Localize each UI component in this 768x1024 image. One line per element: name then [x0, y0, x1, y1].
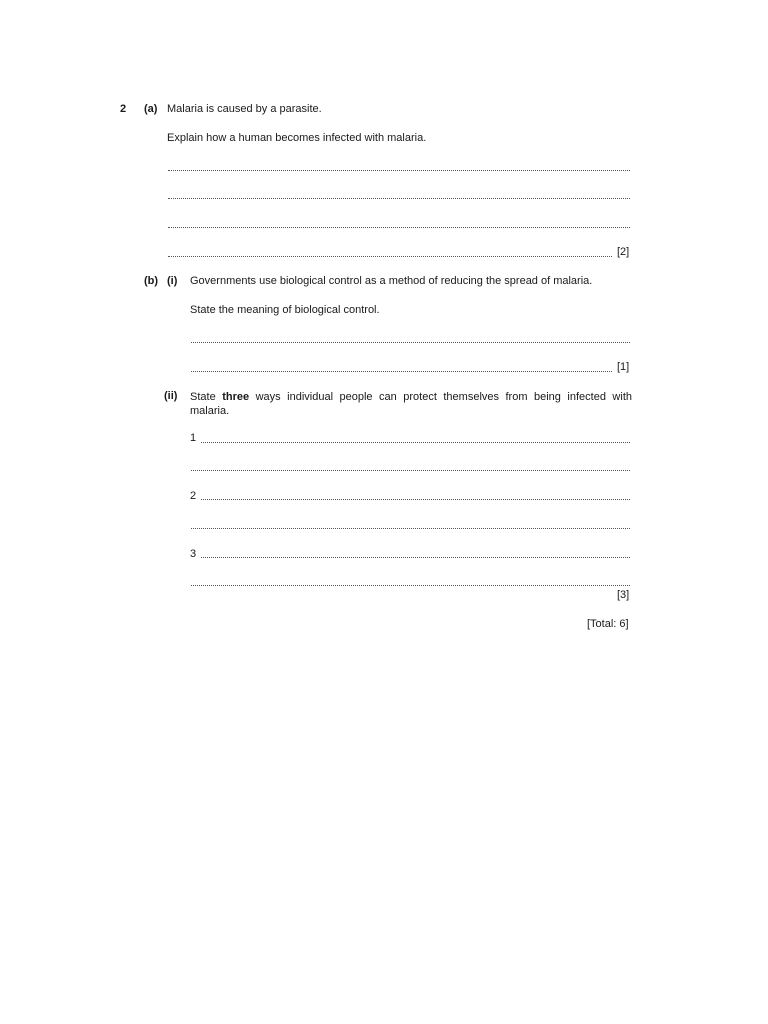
item-number-3: 3 — [190, 548, 197, 560]
answer-line-bi2[interactable] — [191, 371, 612, 372]
answer-line-a4[interactable] — [168, 256, 612, 257]
answer-line-bii-3a[interactable] — [201, 557, 630, 558]
part-b-i-marks: [1] — [617, 361, 630, 373]
part-a-marks: [2] — [617, 246, 630, 258]
part-b-i-statement: Governments use biological control as a method of reducing the spread of malaria. — [190, 275, 593, 287]
answer-line-a3[interactable] — [168, 227, 630, 228]
answer-line-bii-1b[interactable] — [191, 470, 630, 471]
part-a-label: (a) — [144, 103, 158, 115]
answer-line-bii-1a[interactable] — [201, 442, 630, 443]
part-b-label: (b) — [144, 275, 159, 287]
answer-line-bii-3b[interactable] — [191, 585, 630, 586]
answer-line-a1[interactable] — [168, 170, 630, 171]
answer-line-bi1[interactable] — [191, 342, 630, 343]
part-b-ii-marks: [3] — [617, 589, 630, 601]
total-marks: [Total: 6] — [587, 618, 629, 630]
part-b-ii-label: (ii) — [164, 390, 178, 402]
part-b-ii-prompt-emphasis: three — [222, 391, 250, 403]
answer-line-bii-2a[interactable] — [201, 499, 630, 500]
part-b-ii-prompt — [190, 390, 632, 418]
answer-line-a2[interactable] — [168, 198, 630, 199]
part-b-ii-prompt-end: ways individual people can protect themselves from being infected with malaria. — [190, 391, 632, 417]
part-a-prompt: Explain how a human becomes infected with malaria. — [167, 132, 427, 144]
part-a-statement: Malaria is caused by a parasite. — [167, 103, 322, 115]
part-b-i-prompt: State the meaning of biological control. — [190, 304, 380, 316]
part-b-ii-prompt-start: State — [190, 391, 223, 403]
part-b-i-label: (i) — [167, 275, 178, 287]
answer-line-bii-2b[interactable] — [191, 528, 630, 529]
item-number-1: 1 — [190, 432, 197, 444]
question-number: 2 — [120, 103, 127, 115]
item-number-2: 2 — [190, 490, 197, 502]
